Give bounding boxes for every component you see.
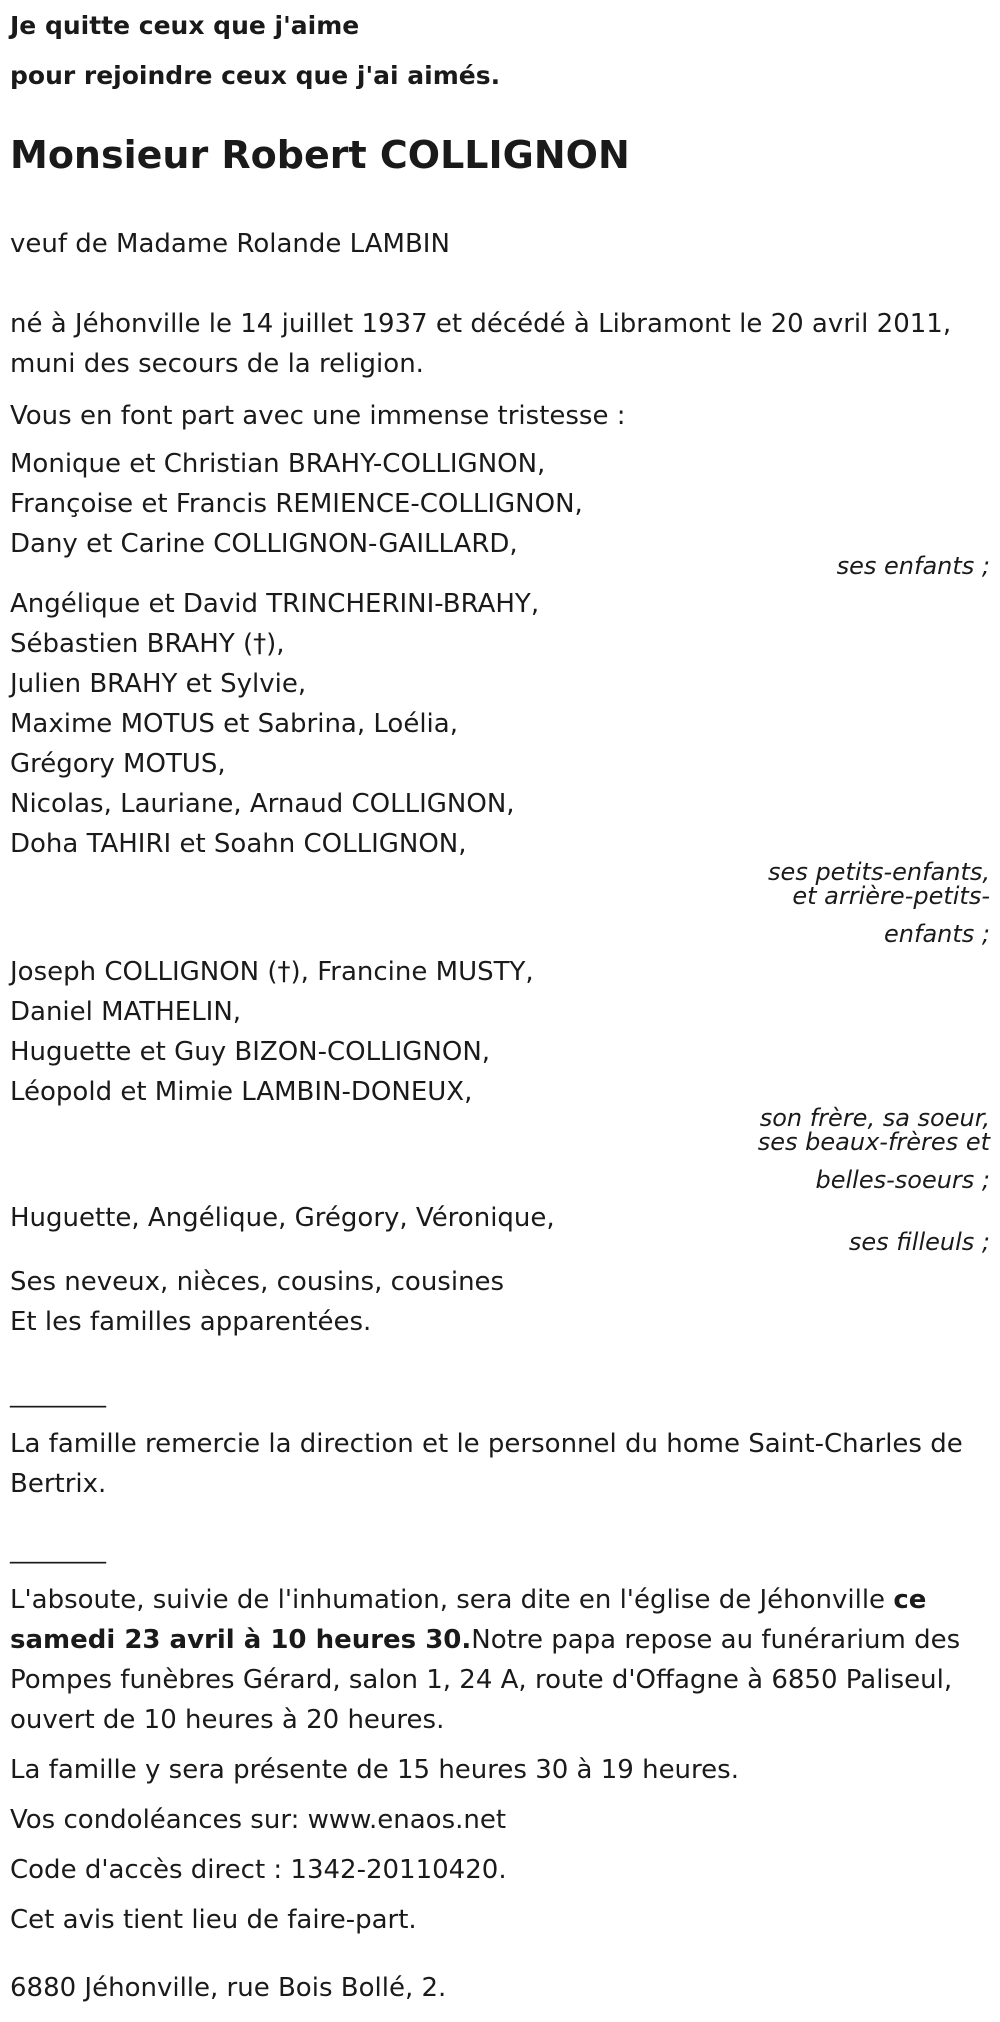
thanks-line-2: Bertrix.	[10, 1469, 107, 1499]
ceremony-line-4: ouvert de 10 heures à 20 heures.	[10, 1705, 445, 1735]
thanks-line-1: La famille remercie la direction et le personnel du home Saint-Charles de	[10, 1429, 963, 1459]
address-line: 6880 Jéhonville, rue Bois Bollé, 2.	[10, 1973, 447, 2003]
godchildren-line: Huguette, Angélique, Grégory, Véronique,	[10, 1203, 555, 1233]
quote-line-2: pour rejoindre ceux que j'ai aimés.	[10, 61, 501, 90]
children-label: ses enfants ;	[836, 552, 990, 580]
grandchildren-list	[10, 584, 990, 864]
ceremony-text-2: Notre papa repose au funérarium des	[471, 1625, 961, 1655]
notice-line: Cet avis tient lieu de faire-part.	[10, 1905, 417, 1935]
children-list	[10, 444, 990, 564]
quote-line-1: Je quitte ceux que j'aime	[10, 11, 360, 40]
siblings-label-1: son frère, sa soeur,	[759, 1104, 990, 1132]
list-item: Doha TAHIRI et Soahn COLLIGNON,	[10, 829, 467, 859]
list-item: Huguette et Guy BIZON-COLLIGNON,	[10, 1037, 491, 1067]
godchildren-label: ses filleuls ;	[848, 1228, 990, 1256]
list-item: Sébastien BRAHY (†),	[10, 629, 285, 659]
others-line-1: Ses neveux, nièces, cousins, cousines	[10, 1267, 505, 1297]
condolences-line: Vos condoléances sur: www.enaos.net	[10, 1805, 507, 1835]
birth-death-line-1: né à Jéhonville le 14 juillet 1937 et décédé à Libramont le 20 avril 2011,	[10, 309, 952, 339]
list-item: Angélique et David TRINCHERINI-BRAHY,	[10, 589, 540, 619]
ceremony-line-1	[10, 1580, 990, 1620]
list-item: Nicolas, Lauriane, Arnaud COLLIGNON,	[10, 789, 515, 819]
deceased-name: Monsieur Robert COLLIGNON	[10, 133, 630, 177]
ceremony-bold-2: samedi 23 avril à 10 heures 30.	[10, 1625, 472, 1655]
grandchildren-label-3: enfants ;	[884, 920, 990, 948]
list-item: Julien BRAHY et Sylvie,	[10, 669, 307, 699]
list-item: Grégory MOTUS,	[10, 749, 226, 779]
grandchildren-label-1: ses petits-enfants,	[768, 858, 990, 886]
list-item: Joseph COLLIGNON (†), Francine MUSTY,	[10, 957, 534, 987]
others-line-2: Et les familles apparentées.	[10, 1307, 372, 1337]
access-code-line: Code d'accès direct : 1342-20110420.	[10, 1855, 507, 1885]
siblings-label-3: belles-soeurs ;	[815, 1166, 990, 1194]
siblings-label-2: ses beaux-frères et	[757, 1128, 990, 1156]
birth-death-line-2: muni des secours de la religion.	[10, 349, 424, 379]
list-item: Daniel MATHELIN,	[10, 997, 242, 1027]
ceremony-bold-1: ce	[893, 1585, 927, 1615]
list-item: Léopold et Mimie LAMBIN-DONEUX,	[10, 1077, 473, 1107]
separator-2: ________	[10, 1536, 106, 1564]
spouse-line: veuf de Madame Rolande LAMBIN	[10, 229, 450, 259]
ceremony-line-3: Pompes funèbres Gérard, salon 1, 24 A, route d'Offagne à 6850 Paliseul,	[10, 1665, 953, 1695]
list-item: Maxime MOTUS et Sabrina, Loélia,	[10, 709, 458, 739]
ceremony-line-2	[10, 1620, 990, 1660]
ceremony-text-1: L'absoute, suivie de l'inhumation, sera dite en l'église de Jéhonville	[10, 1585, 894, 1615]
list-item: Monique et Christian BRAHY-COLLIGNON,	[10, 449, 546, 479]
list-item: Françoise et Francis REMIENCE-COLLIGNON,	[10, 489, 583, 519]
announcement: Vous en font part avec une immense tristesse :	[10, 401, 626, 431]
siblings-list	[10, 952, 990, 1112]
grandchildren-label-2: et arrière-petits-	[792, 882, 990, 910]
presence-line: La famille y sera présente de 15 heures 30 à 19 heures.	[10, 1755, 739, 1785]
list-item: Dany et Carine COLLIGNON-GAILLARD,	[10, 529, 518, 559]
separator-1: ________	[10, 1380, 106, 1408]
